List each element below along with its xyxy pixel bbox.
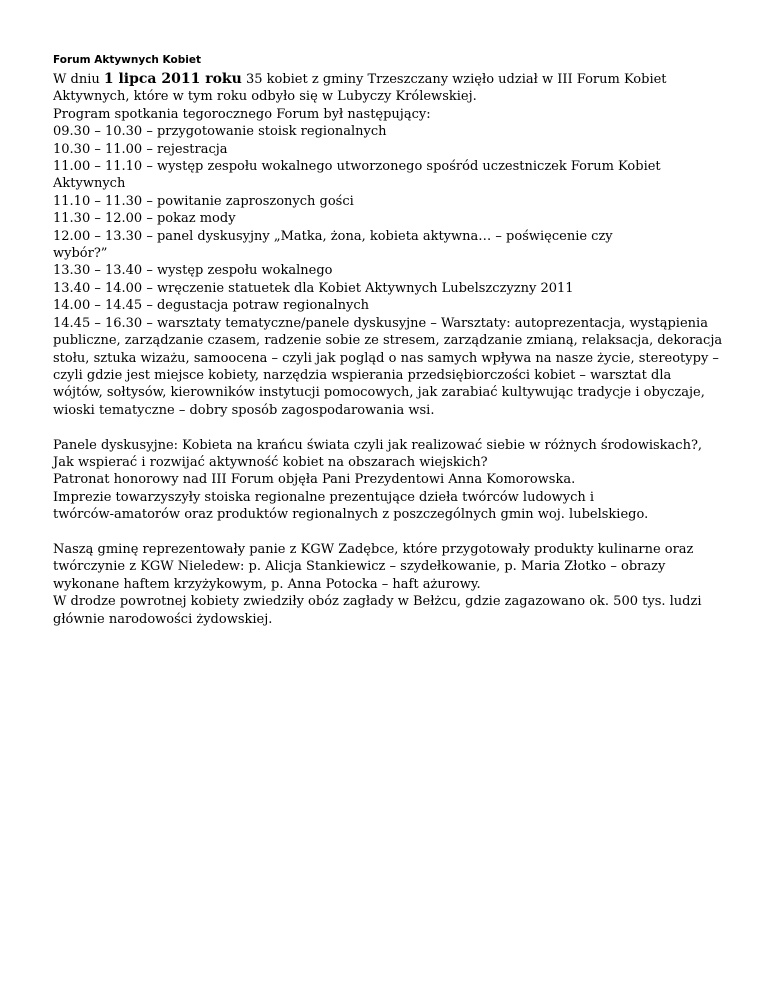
closing-line: głównie narodowości żydowskiej. [53, 611, 273, 627]
closing-line: W drodze powrotnej kobiety zwiedziły obóz zagłady w Bełżcu, gdzie zagazowano ok. 500 tys. ludzi [53, 594, 702, 610]
panels-line: Jak wspierać i rozwijać aktywność kobiet na obszarach wiejskich? [53, 454, 488, 470]
program-line: wioski tematyczne – dobry sposób zagospodarowania wsi. [53, 402, 435, 418]
program-line: 12.00 – 13.30 – panel dyskusyjny „Matka, żona, kobieta aktywna… – poświęcenie czy [53, 228, 613, 244]
program-line: 14.00 – 14.45 – degustacja potraw regionalnych [53, 298, 369, 314]
document-body [53, 71, 733, 628]
intro-line-2: Aktywnych, które w tym roku odbyło się w Lubyczy Królewskiej. [53, 89, 477, 105]
program-line: czyli gdzie jest miejsce kobiety, narzędzia wspierania przedsiębiorczości kobiet – warsztat dla [53, 367, 672, 383]
program-line: wójtów, sołtysów, kierowników instytucji pomocowych, jak zarabiać kultywując tradycje i obyczaje, [53, 385, 705, 401]
program-line: Aktywnych [53, 176, 126, 192]
program-line: 10.30 – 11.00 – rejestracja [53, 141, 228, 157]
program-line: 13.30 – 13.40 – występ zespołu wokalnego [53, 263, 333, 279]
closing-line: wykonane haftem krzyżykowym, p. Anna Potocka – haft ażurowy. [53, 576, 481, 592]
paragraph-spacer [53, 419, 733, 436]
program-line: 11.30 – 12.00 – pokaz mody [53, 211, 236, 227]
program-line: 11.00 – 11.10 – występ zespołu wokalnego utworzonego spośród uczestniczek Forum Kobiet [53, 159, 661, 175]
program-line: 09.30 – 10.30 – przygotowanie stoisk regionalnych [53, 124, 387, 140]
paragraph-spacer [53, 524, 733, 541]
panels-line: Imprezie towarzyszyły stoiska regionalne prezentujące dzieła twórców ludowych i [53, 489, 595, 505]
program-line: 11.10 – 11.30 – powitanie zaproszonych gości [53, 193, 354, 209]
intro-date: 1 lipca 2011 roku [103, 71, 242, 87]
document-page [53, 53, 733, 628]
program-line: stołu, sztuka wizażu, samoocena – czyli jak pogląd o nas samych wpływa na nasze życie, stereotypy – [53, 350, 719, 366]
intro-line [53, 71, 733, 88]
panels-line: twórców-amatorów oraz produktów regionalnych z poszczególnych gmin woj. lubelskiego. [53, 507, 649, 523]
closing-line: twórczynie z KGW Nieledew: p. Alicja Stankiewicz – szydełkowanie, p. Maria Złotko – obrazy [53, 559, 666, 575]
program-line: 13.40 – 14.00 – wręczenie statuetek dla Kobiet Aktywnych Lubelszczyzny 2011 [53, 280, 574, 296]
program-line: wybór?” [53, 246, 108, 262]
panels-line: Panele dyskusyjne: Kobieta na krańcu świata czyli jak realizować siebie w różnych środowiskach?, [53, 437, 703, 453]
panels-line: Patronat honorowy nad III Forum objęła Pani Prezydentowi Anna Komorowska. [53, 472, 576, 488]
program-line: Program spotkania tegorocznego Forum był następujący: [53, 106, 431, 122]
intro-prefix: W dniu [53, 72, 104, 87]
program-line: 14.45 – 16.30 – warsztaty tematyczne/panele dyskusyjne – Warsztaty: autoprezentacja, wystąpienia [53, 315, 708, 331]
intro-suffix: 35 kobiet z gminy Trzeszczany wzięło udział w III Forum Kobiet [241, 72, 667, 87]
document-title: Forum Aktywnych Kobiet [53, 54, 201, 66]
program-line: publiczne, zarządzanie czasem, radzenie sobie ze stresem, zarządzanie zmianą, relaksacja, dekoracja [53, 333, 723, 349]
closing-line: Naszą gminę reprezentowały panie z KGW Zadębce, które przygotowały produkty kulinarne oraz [53, 541, 694, 557]
